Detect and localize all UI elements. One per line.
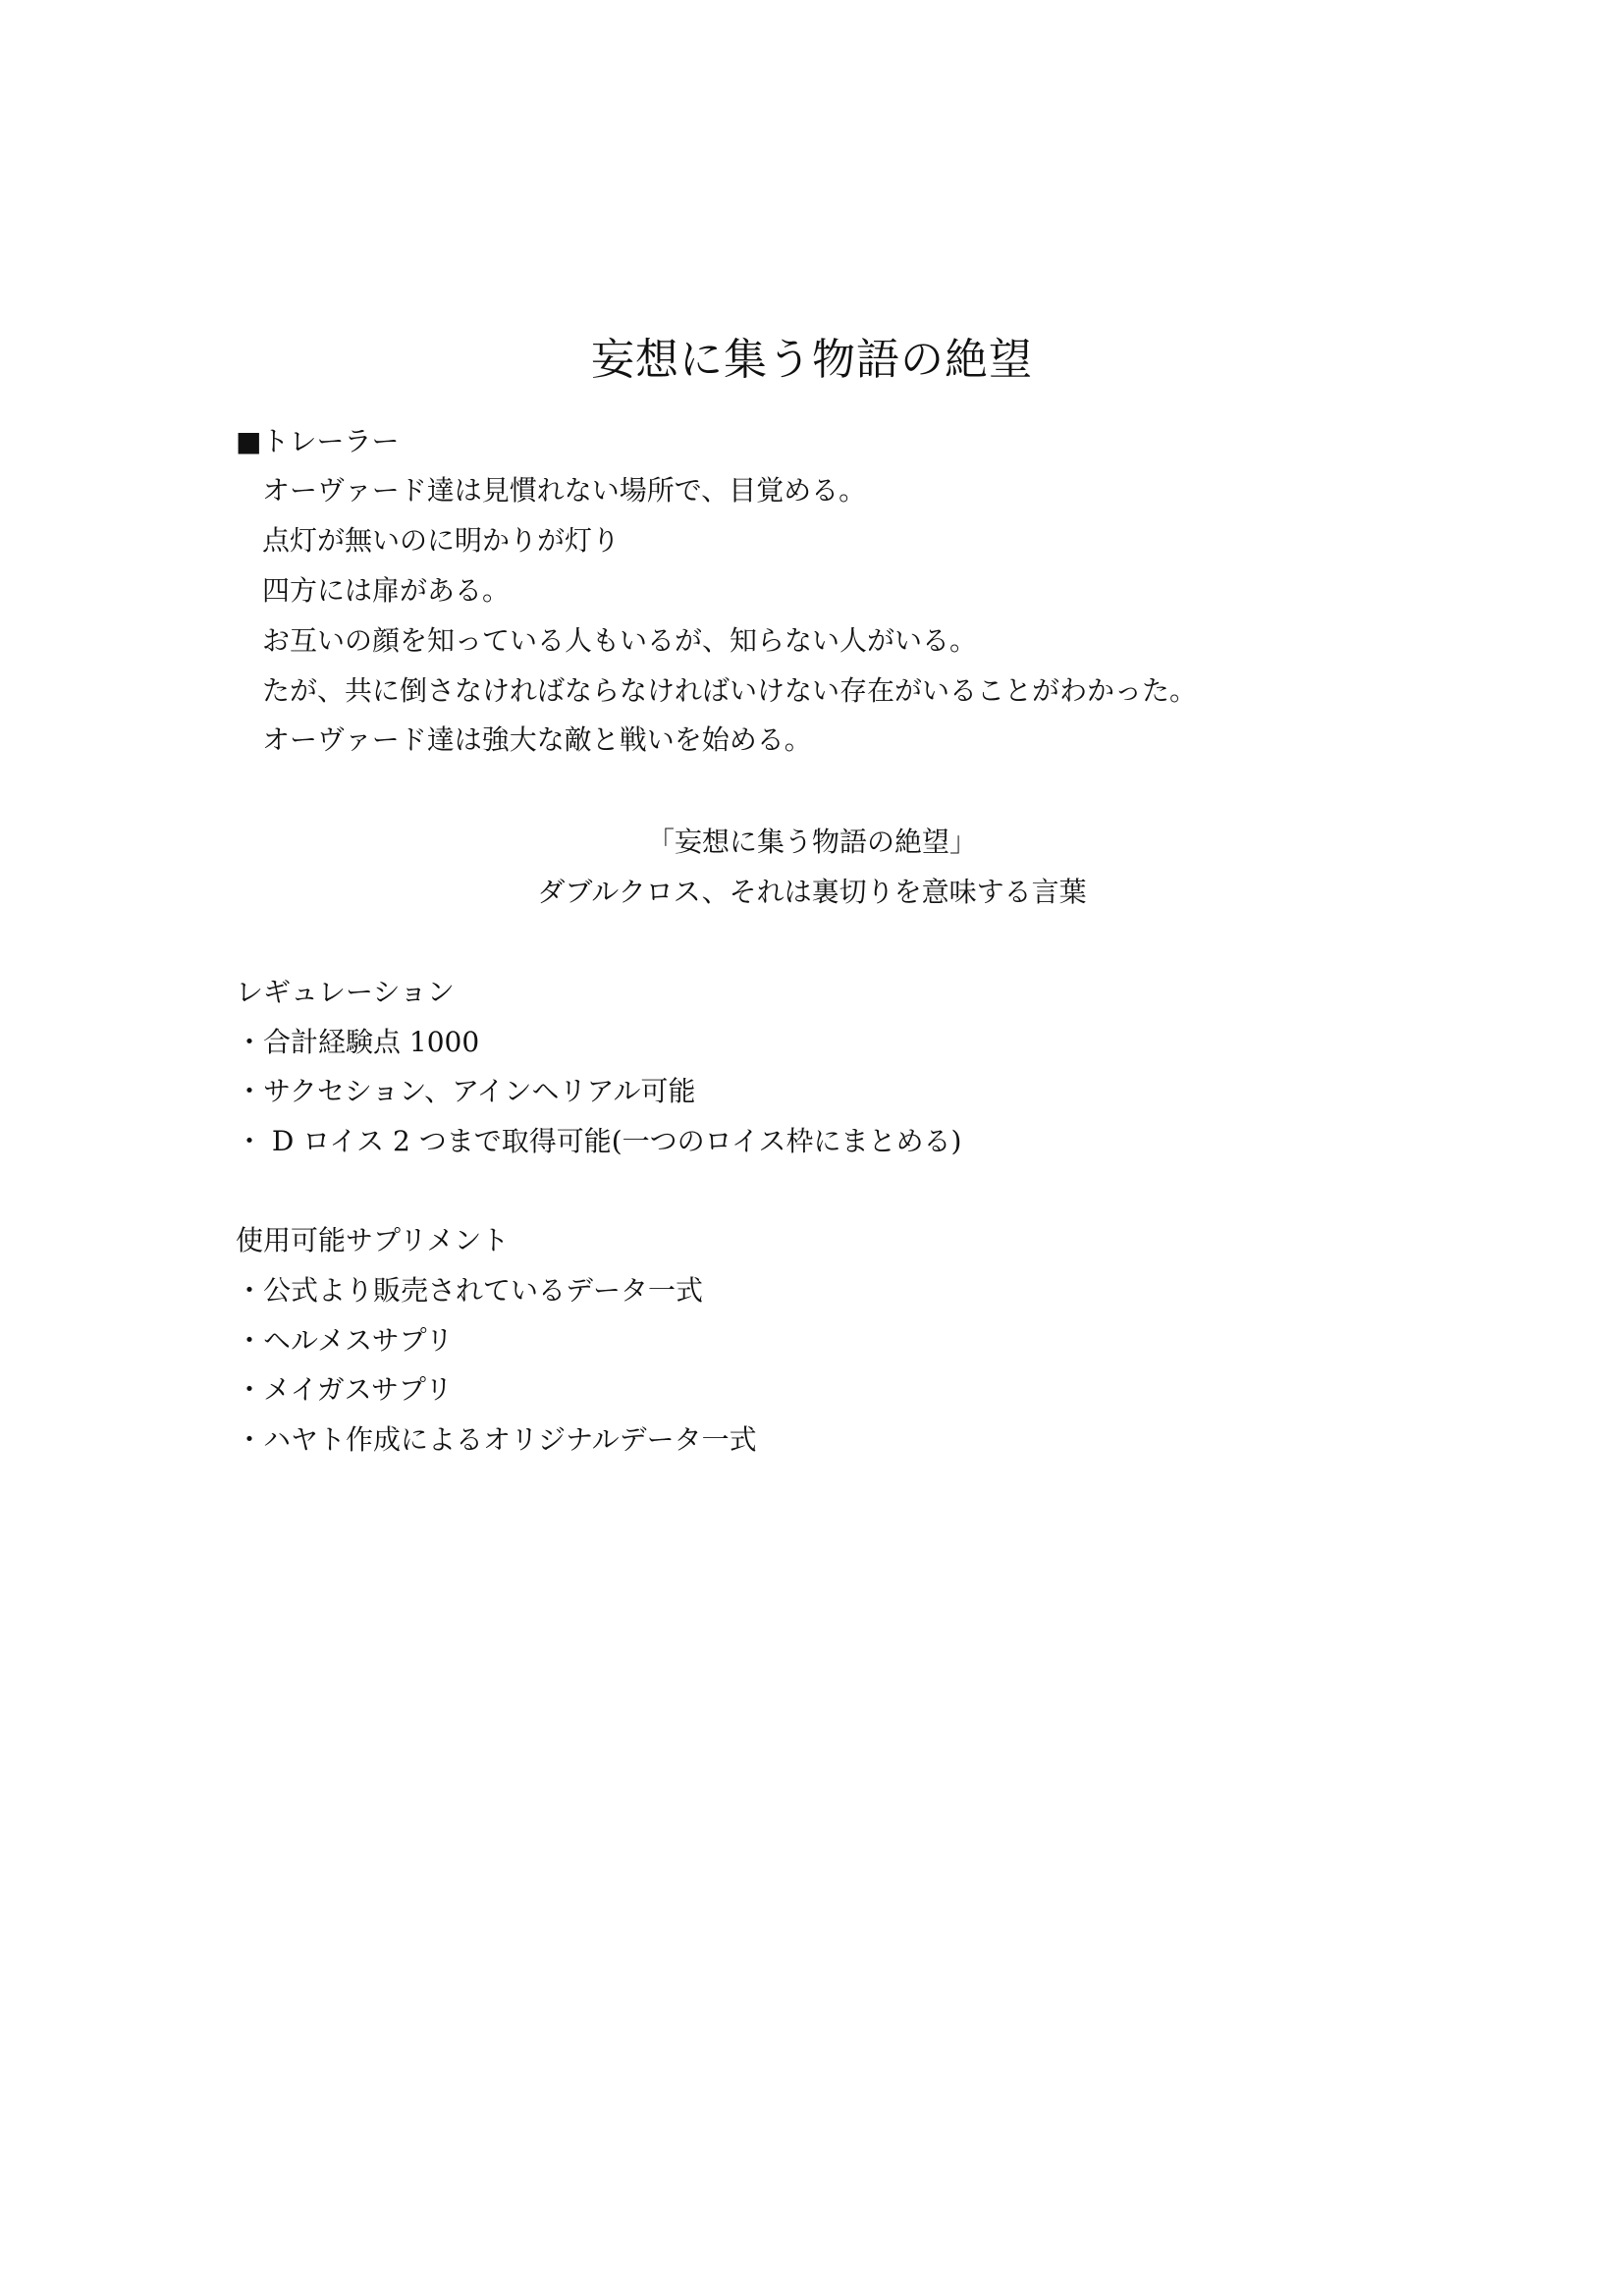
trailer-heading: ■トレーラー xyxy=(236,425,400,457)
supplements-heading: 使用可能サプリメント xyxy=(236,1224,510,1256)
supplement-item: ・メイガスサプリ xyxy=(236,1373,453,1406)
tagline-title: 「妄想に集う物語の絶望」 xyxy=(646,826,977,858)
trailer-line: オーヴァード達は見慣れない場所で、目覚める。 xyxy=(262,474,867,507)
regulation-item: ・合計経験点 1000 xyxy=(236,1026,480,1058)
trailer-line: お互いの顔を知っている人もいるが、知らない人がいる。 xyxy=(262,624,978,657)
trailer-line: 点灯が無いのに明かりが灯り xyxy=(262,524,621,557)
supplement-item: ・ヘルメスサプリ xyxy=(236,1324,454,1357)
page-title: 妄想に集う物語の絶望 xyxy=(591,335,1033,385)
tagline-subtitle: ダブルクロス、それは裏切りを意味する言葉 xyxy=(537,876,1087,908)
regulation-item: ・ D ロイス 2 つまで取得可能(一つのロイス枠にまとめる) xyxy=(236,1125,962,1157)
trailer-line: 四方には扉がある。 xyxy=(262,574,511,607)
supplement-item: ・公式より販売されているデータ一式 xyxy=(236,1274,704,1307)
trailer-line: たが、共に倒さなければならなければいけない存在がいることがわかった。 xyxy=(262,674,1198,707)
supplement-item: ・ハヤト作成によるオリジナルデータ一式 xyxy=(236,1423,757,1456)
trailer-line: オーヴァード達は強大な敵と戦いを始める。 xyxy=(262,723,812,756)
regulation-heading: レギュレーション xyxy=(236,976,455,1008)
regulation-item: ・サクセション、アインヘリアル可能 xyxy=(236,1075,696,1107)
